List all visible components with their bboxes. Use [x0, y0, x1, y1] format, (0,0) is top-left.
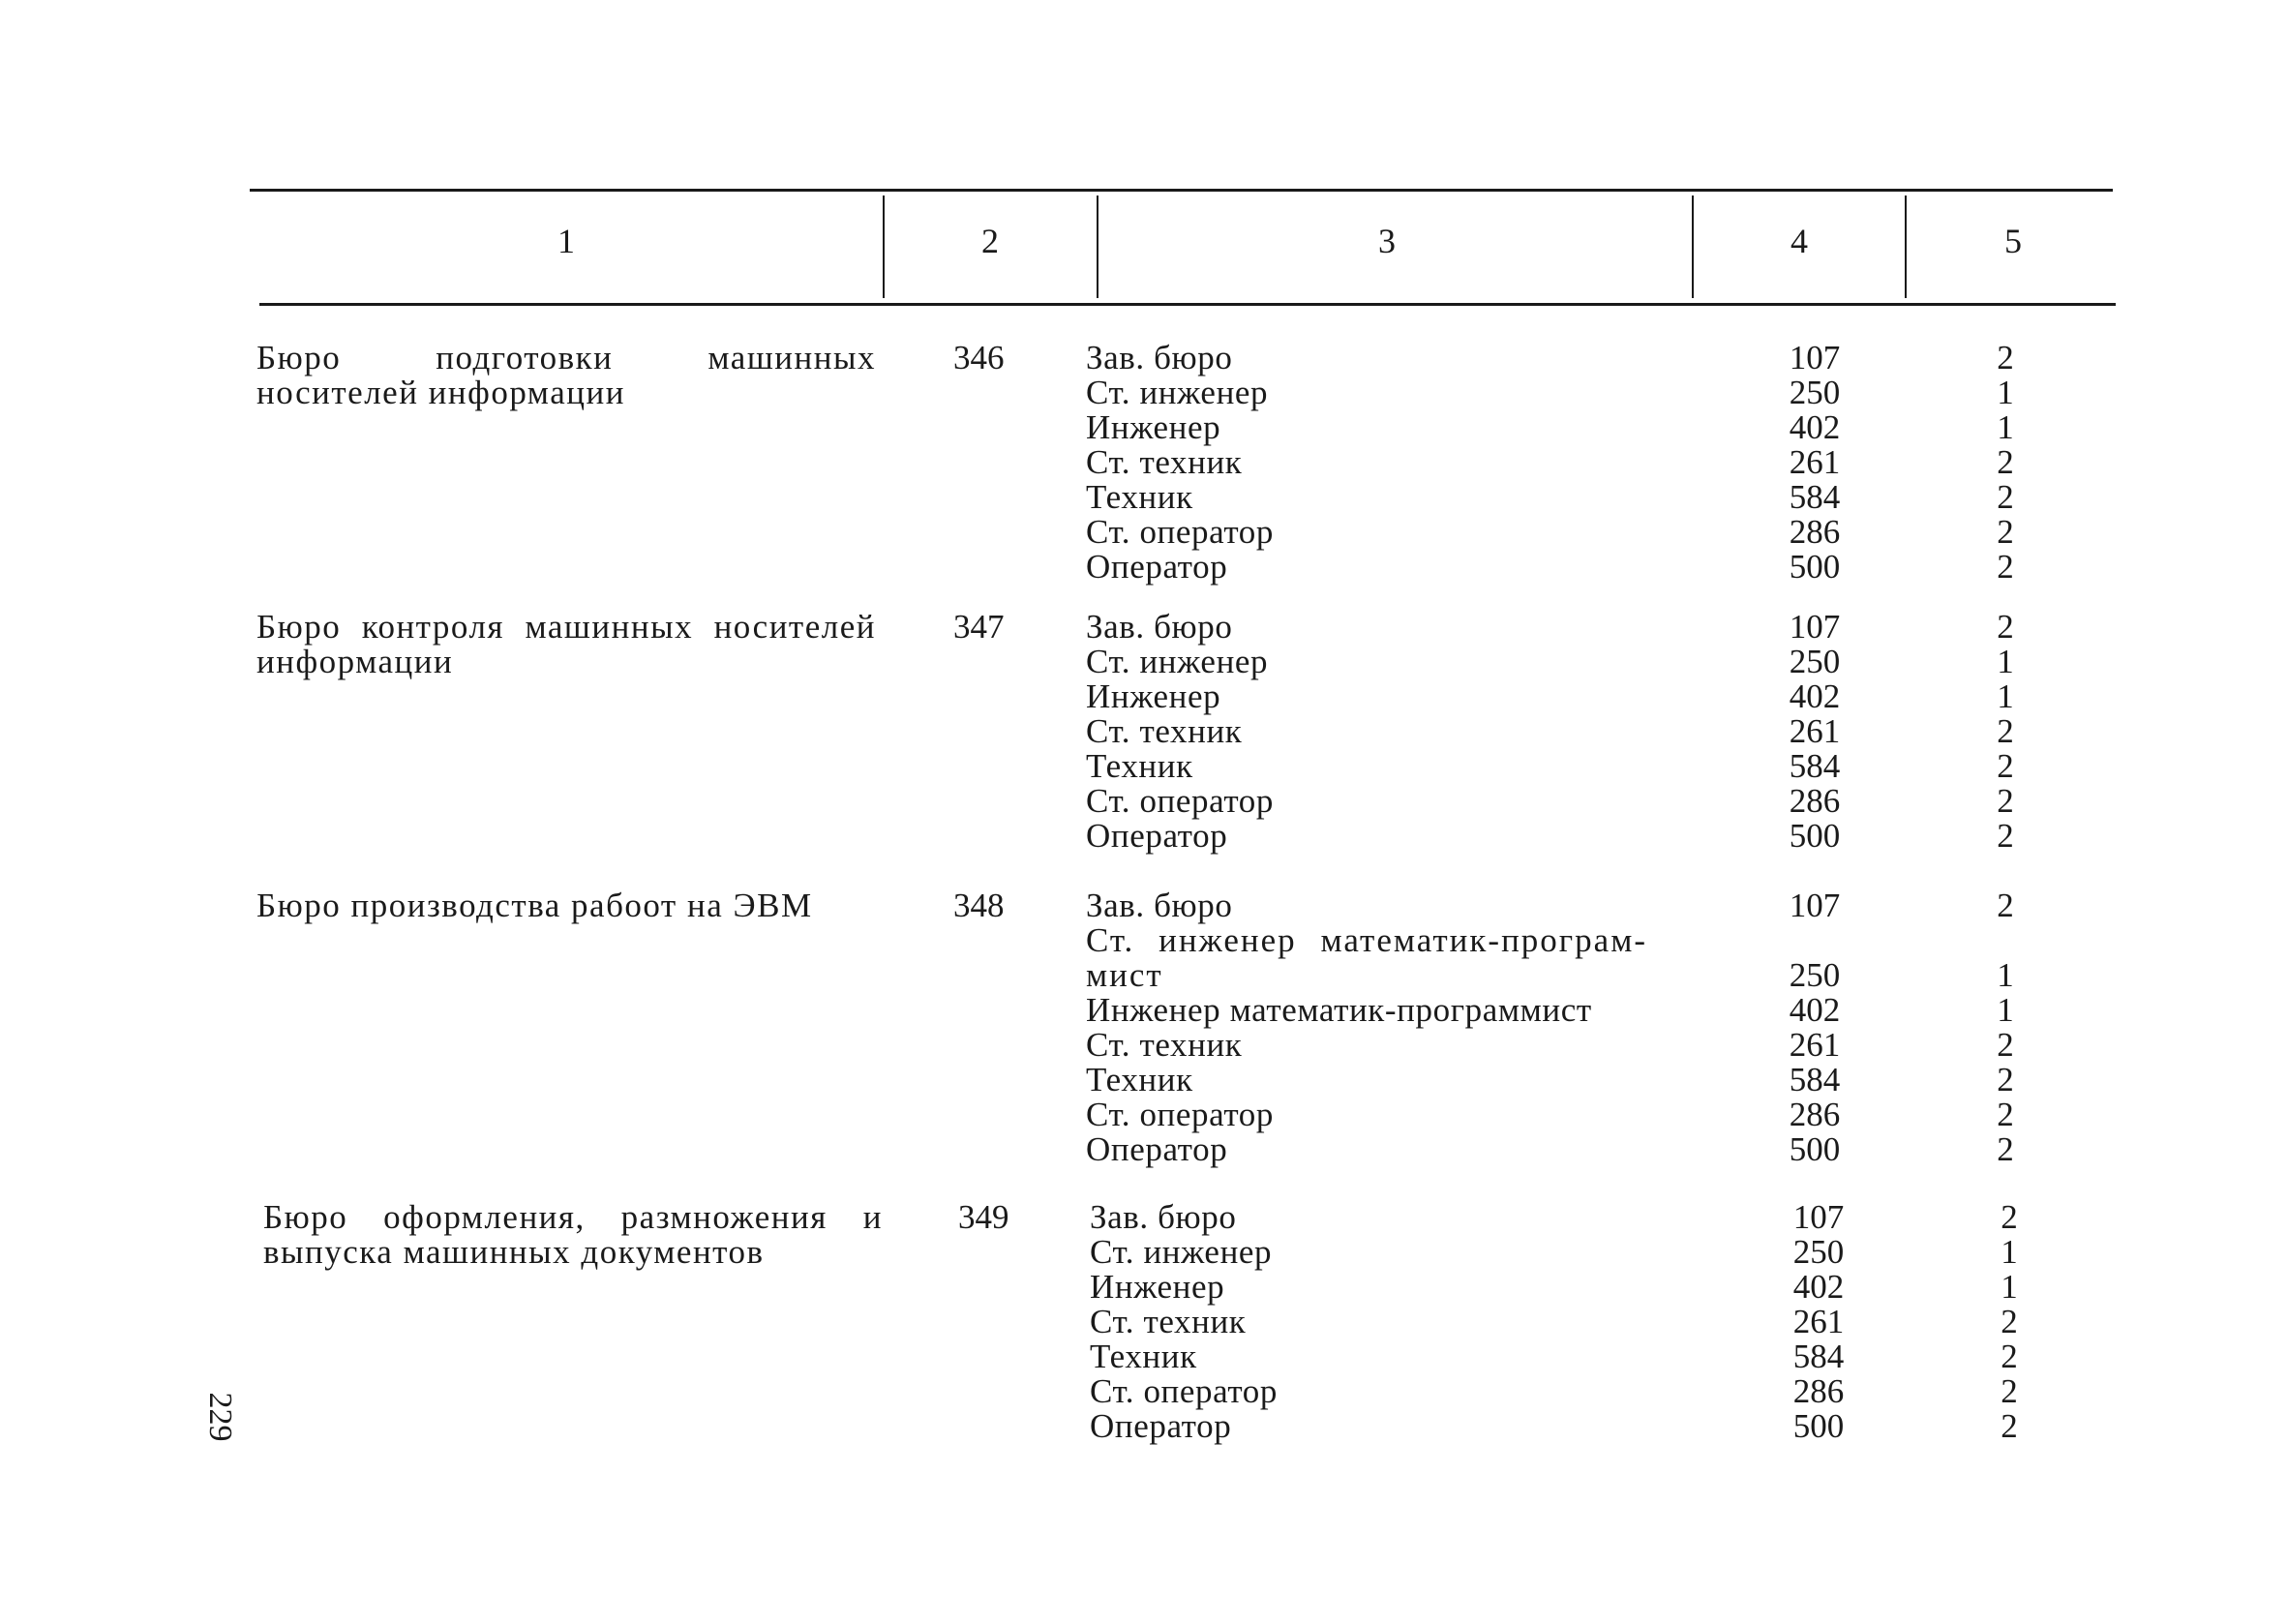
table-row	[1086, 1028, 2054, 1063]
salary-value: 261	[1792, 1303, 1845, 1340]
salary-value: 584	[1789, 747, 1841, 785]
position-name: Ст. оператор	[1086, 513, 1274, 551]
salary-value: 584	[1789, 1061, 1841, 1098]
department-name: Бюро производства рабоот на ЭВМ	[256, 887, 813, 924]
table-row	[1086, 480, 2054, 515]
salary-value: 286	[1789, 782, 1841, 820]
salary-value: 500	[1789, 548, 1841, 586]
position-name: Инженер	[1086, 408, 1221, 446]
salary-value: 107	[1789, 339, 1841, 376]
table-row	[1086, 819, 2054, 854]
count-value: 2	[1997, 817, 2014, 855]
table-row	[1086, 445, 2054, 480]
salary-value: 250	[1789, 374, 1841, 411]
column-header-3: 3	[1378, 222, 1396, 260]
department-code: 347	[953, 608, 1005, 646]
department-name: Бюро подготовки машинных носителей информации	[256, 339, 876, 411]
table-row	[1086, 1063, 2054, 1098]
salary-value: 286	[1789, 1096, 1841, 1133]
table-row	[1086, 923, 2054, 993]
count-value: 1	[1997, 677, 2014, 715]
count-value: 2	[1997, 478, 2014, 516]
count-value: 2	[2001, 1338, 2018, 1375]
table-row	[1086, 749, 2054, 784]
table-row	[1090, 1305, 2058, 1339]
column-header-2: 2	[981, 222, 999, 260]
salary-value: 402	[1789, 677, 1841, 715]
salary-value: 250	[1792, 1233, 1845, 1271]
salary-value: 261	[1789, 443, 1841, 481]
position-name: Техник	[1086, 1061, 1193, 1098]
page-number: 229	[202, 1392, 238, 1442]
table-row	[1090, 1200, 2058, 1235]
table-row	[1086, 1098, 2054, 1132]
positions-list	[1086, 888, 2054, 1167]
position-name: Оператор	[1086, 1130, 1228, 1168]
count-value: 1	[1997, 643, 2014, 680]
table-row	[1090, 1374, 2058, 1409]
position-name: Техник	[1086, 478, 1193, 516]
position-name: Зав. бюро	[1086, 339, 1233, 376]
table-top-rule	[250, 189, 2113, 192]
position-name: Зав. бюро	[1086, 608, 1233, 646]
column-header-4: 4	[1790, 222, 1808, 260]
position-name: Зав. бюро	[1090, 1198, 1237, 1236]
salary-value: 500	[1789, 817, 1841, 855]
salary-value: 286	[1792, 1372, 1845, 1410]
count-value: 1	[1997, 408, 2014, 446]
salary-value: 402	[1789, 991, 1841, 1029]
salary-value: 250	[1789, 643, 1841, 680]
count-value: 2	[2001, 1303, 2018, 1340]
count-value: 2	[2001, 1372, 2018, 1410]
table-row	[1086, 550, 2054, 585]
position-name: Ст. инженер математик-програм-мист	[1086, 921, 1647, 994]
department-code: 349	[958, 1198, 1009, 1236]
table-row	[1086, 341, 2054, 376]
table-row	[1086, 1132, 2054, 1167]
count-value: 1	[1997, 991, 2014, 1029]
count-value: 2	[1997, 339, 2014, 376]
count-value: 2	[1997, 747, 2014, 785]
count-value: 2	[1997, 1026, 2014, 1064]
position-name: Зав. бюро	[1086, 887, 1233, 924]
salary-value: 261	[1789, 712, 1841, 750]
position-name: Ст. техник	[1090, 1303, 1247, 1340]
column-header-1: 1	[557, 222, 575, 260]
position-name: Ст. оператор	[1090, 1372, 1278, 1410]
table-row	[1086, 888, 2054, 923]
position-name: Ст. оператор	[1086, 782, 1274, 820]
count-value: 2	[1997, 548, 2014, 586]
table-row	[1086, 993, 2054, 1028]
count-value: 2	[1997, 443, 2014, 481]
position-name: Ст. техник	[1086, 712, 1243, 750]
count-value: 1	[1997, 374, 2014, 411]
count-value: 2	[1997, 782, 2014, 820]
salary-value: 107	[1789, 887, 1841, 924]
salary-value: 286	[1789, 513, 1841, 551]
position-name: Инженер математик-программист	[1086, 991, 1592, 1029]
table-row	[1086, 645, 2054, 679]
position-name: Ст. техник	[1086, 1026, 1243, 1064]
count-value: 2	[2001, 1198, 2018, 1236]
column-divider-3-4	[1692, 195, 1694, 298]
position-name: Ст. техник	[1086, 443, 1243, 481]
position-name: Ст. оператор	[1086, 1096, 1274, 1133]
salary-value: 584	[1789, 478, 1841, 516]
table-row	[1086, 410, 2054, 445]
salary-value: 584	[1792, 1338, 1845, 1375]
count-value: 1	[1997, 956, 2014, 994]
column-divider-4-5	[1905, 195, 1907, 298]
count-value: 2	[1997, 712, 2014, 750]
column-header-5: 5	[2004, 222, 2022, 260]
position-name: Ст. инженер	[1086, 643, 1269, 680]
salary-value: 500	[1789, 1130, 1841, 1168]
department-code: 348	[953, 887, 1005, 924]
header-bottom-rule	[259, 303, 2116, 306]
position-name: Техник	[1090, 1338, 1197, 1375]
table-row	[1090, 1409, 2058, 1444]
table-row	[1086, 714, 2054, 749]
count-value: 2	[1997, 1061, 2014, 1098]
positions-list	[1090, 1200, 2058, 1444]
salary-value: 402	[1789, 408, 1841, 446]
position-name: Инженер	[1086, 677, 1221, 715]
salary-value: 402	[1792, 1268, 1845, 1306]
count-value: 2	[1997, 1096, 2014, 1133]
table-row	[1090, 1270, 2058, 1305]
positions-list	[1086, 341, 2054, 585]
salary-value: 261	[1789, 1026, 1841, 1064]
count-value: 1	[2001, 1268, 2018, 1306]
department-name: Бюро оформления, размножения и выпуска машинных документов	[263, 1198, 883, 1271]
count-value: 2	[2001, 1407, 2018, 1445]
salary-value: 107	[1789, 608, 1841, 646]
column-divider-1-2	[883, 195, 885, 298]
table-row	[1090, 1235, 2058, 1270]
table-row	[1086, 610, 2054, 645]
position-name: Оператор	[1086, 548, 1228, 586]
count-value: 2	[1997, 887, 2014, 924]
position-name: Оператор	[1086, 817, 1228, 855]
position-name: Инженер	[1090, 1268, 1225, 1306]
position-name: Оператор	[1090, 1407, 1232, 1445]
count-value: 1	[2001, 1233, 2018, 1271]
count-value: 2	[1997, 513, 2014, 551]
position-name: Техник	[1086, 747, 1193, 785]
department-name: Бюро контроля машинных носителей информации	[256, 608, 876, 680]
salary-value: 500	[1792, 1407, 1845, 1445]
table-row	[1086, 515, 2054, 550]
salary-value: 107	[1792, 1198, 1845, 1236]
table-row	[1086, 679, 2054, 714]
position-name: Ст. инженер	[1086, 374, 1269, 411]
table-row	[1086, 376, 2054, 410]
count-value: 2	[1997, 1130, 2014, 1168]
department-code: 346	[953, 339, 1005, 376]
table-row	[1090, 1339, 2058, 1374]
positions-list	[1086, 610, 2054, 854]
table-row	[1086, 784, 2054, 819]
column-divider-2-3	[1097, 195, 1098, 298]
salary-value: 250	[1789, 956, 1841, 994]
count-value: 2	[1997, 608, 2014, 646]
position-name: Ст. инженер	[1090, 1233, 1273, 1271]
